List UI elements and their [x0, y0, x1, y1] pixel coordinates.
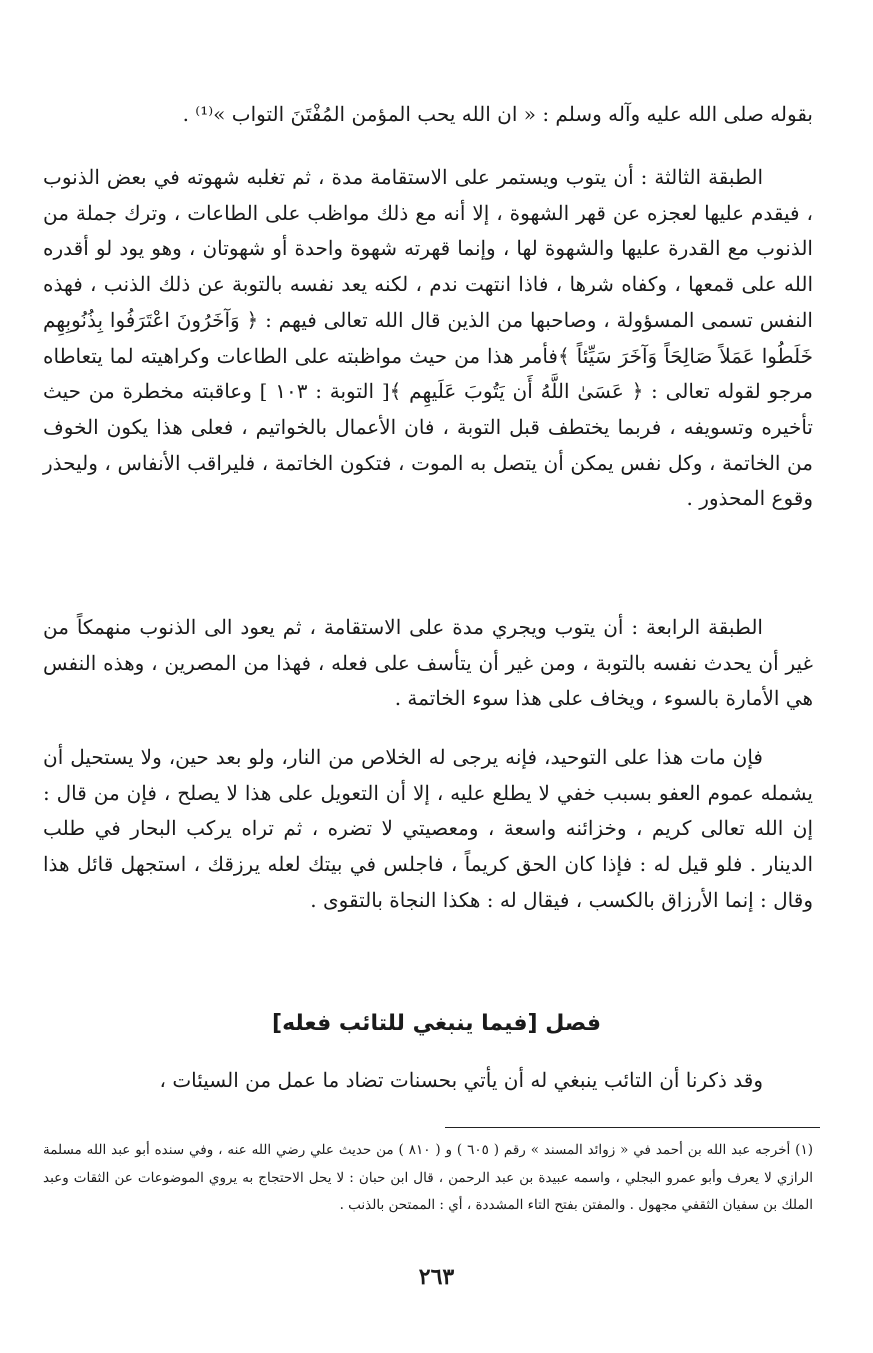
paragraph-third-class: الطبقة الثالثة : أن يتوب ويستمر على الاستقامة مدة ، ثم تغلبه شهوته في بعض الذنوب ، فيقدم عليها لعجزه عن قهر الشهوة ، إلا أنه مع ذلك مواظب على الطاعات ، وترك جملة من الذنوب مع القدرة عليها والشهوة لها ، وإنما قهرته شهوة واحدة أو شهوتان ، وهو يود لو أقدره الله على قمعها ، وكفاه شرها ، فاذا انتهت ندم ، لكنه يعد نفسه بالتوبة عن ذلك الذنب ، فهذه النفس تسمى المسؤولة ، وصاحبها من الذين قال الله تعالى فيهم : ﴿ وَآخَرُونَ اعْتَرَفُوا بِذُنُوبِهِم خَلَطُوا عَمَلاً صَالِحَاً وَآخَرَ سَيِّئاً ﴾فأمر هذا من حيث مواظبته على الطاعات وكراهيته لما يتعاطاه مرجو لقوله تعالى : ﴿ عَسَىٰ اللَّهُ أَن يَتُوبَ عَلَيهِم ﴾[ التوبة : ١٠٣ ] وعاقبته مخطرة من حيث تأخيره وتسويفه ، فربما يختطف قبل التوبة ، فان الأعمال بالخواتيم ، فعلى هذا يكون الخوف من الخاتمة ، وكل نفس يمكن أن يتصل به الموت ، فتكون الخاتمة ، فليراقب الأنفاس ، وليحذر وقوع المحذور . [43, 165, 813, 511]
footnote-divider [445, 1127, 820, 1128]
paragraph-section-intro: وقد ذكرنا أن التائب ينبغي له أن يأتي بحسنات تضاد ما عمل من السيئات ، [159, 1068, 763, 1092]
paragraph-tawhid: فإن مات هذا على التوحيد، فإنه يرجى له الخلاص من النار، ولو بعد حين، ولا يستحيل أن يشمله عموم العفو بسبب خفي لا يطلع عليه ، إلا أن التعويل على هذا لا يصلح ، فإن من قال : إن الله تعالى كريم ، وخزائنه واسعة ، ومعصيتي لا تضره ، ثم تراه يركب البحار في طلب الدينار . فلو قيل له : فإذا كان الحق كريماً ، فاجلس في بيتك لعله يرزقك ، استجهل قائل هذا وقال : إنما الأرزاق بالكسب ، فيقال له : هكذا النجاة بالتقوى . [43, 745, 813, 912]
section-heading: فصل [فيما ينبغي للتائب فعله] [272, 1011, 601, 1036]
paragraph-fourth-class: الطبقة الرابعة : أن يتوب ويجري مدة على الاستقامة ، ثم يعود الى الذنوب منهمكاً من غير أن يحدث نفسه بالتوبة ، ومن غير أن يتأسف على فعله ، فهذا من المصرين ، وهذه النفس هي الأمارة بالسوء ، ويخاف على هذا سوء الخاتمة . [43, 615, 813, 711]
paragraph-hadith-line: بقوله صلى الله عليه وآله وسلم : « ان الله يحب المؤمن المُفْتَنَ التواب »⁽¹⁾ . [182, 102, 813, 126]
footnote: (١) أخرجه عبد الله بن أحمد في « زوائد المسند » رقم ( ٦٠٥ ) و ( ٨١٠ ) من حديث علي رضي الله عنه ، وفي سنده أبو عبد الله مسلمة الرازي لا يعرف وأبو عمرو البجلي ، واسمه عبيدة بن عبد الرحمن ، قال ابن حبان : لا يحل الاحتجاج به يروي الموضوعات عن الثقات وعبد الملك بن سفيان الثقفي مجهول . والمفتن بفتح التاء المشددة ، أي : الممتحن بالذنب . [43, 1142, 813, 1213]
page-number: ٢٦٣ [418, 1264, 455, 1290]
